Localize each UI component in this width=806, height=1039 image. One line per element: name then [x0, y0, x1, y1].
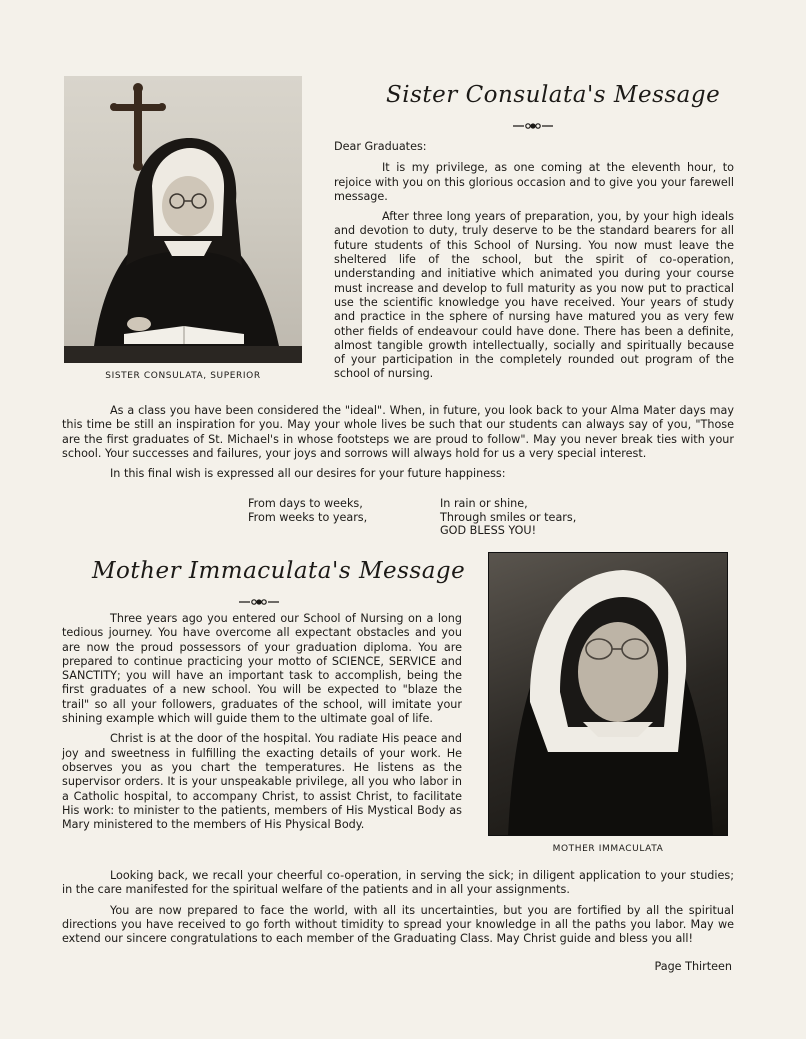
section1-paragraph-4: In this final wish is expressed all our desires for your future happiness:: [110, 467, 506, 481]
section1-full-text: [62, 404, 734, 481]
section1-paragraph-2: After three long years of preparation, you, by your high ideals and devotion to duty, truly deserve to be the standard bearers for all future students of this School of Nursing. You now must leave the sheltered life of the school, but the spirit of co-operation, understanding and initiative which animated you during your course must increase and develop to full maturity as you now put to practical use the scientific knowledge you have received. Your years of study and practice in the sphere of nursing have matured you as very few other fields of endeavour could have done. There has been a definite, almost tangible growth intellectually, socially and spiritually because of your participation in the completely rounded out program of the school of nursing.: [334, 210, 734, 381]
verse-line: In rain or shine,: [440, 497, 528, 510]
section1-paragraph-1: It is my privilege, as one coming at the eleventh hour, to rejoice with you on this glorious occasion and to give you your farewell message.: [334, 161, 734, 203]
photo2-caption: MOTHER IMMACULATA: [552, 844, 664, 854]
verse-line: Through smiles or tears,: [440, 510, 577, 524]
verse-right: [440, 497, 576, 538]
salutation: Dear Graduates:: [334, 140, 427, 153]
sister-consulata-portrait: [64, 76, 302, 363]
section2-paragraph-2: Christ is at the door of the hospital. You radiate His peace and joy and sweetness in fulfilling the exacting details of your work. He observes you as you chart the temperatures. He listens as the supervisor orders. It is your unspeakable privilege, all you who labor in a Catholic hospital, to accompany Christ, to assist Christ, to facilitate His work: to minister to the patients, members of His Mystical Body as Mary ministered to the members of His Physical Body.: [62, 732, 462, 832]
page-number: Page Thirteen: [654, 960, 732, 973]
verse-left: [248, 497, 367, 524]
section2-title: Mother Immaculata's Message: [92, 558, 466, 584]
verse-line: From weeks to years,: [248, 510, 368, 524]
section2-paragraph-1: Three years ago you entered our School of Nursing on a long tedious journey. You have overcome all expectant obstacles and you are now the proud possessors of your graduation diploma. You are prepared to continue practicing your motto of SCIENCE, SERVICE and SANCTITY; you will have an important task to accomplish, being the first graduates of a new school. You will be expected to "blaze the trail" so all your followers, graduates of the school, will imitate your shining example which will guide them to the ultimate goal of life.: [62, 612, 462, 726]
section2-paragraph-3: Looking back, we recall your cheerful co-operation, in serving the sick; in diligent application to your studies; in the care manifested for the spiritual welfare of the patients and in all your assignments.: [62, 869, 734, 897]
ornament-divider-icon: [512, 121, 554, 131]
section1-title: Sister Consulata's Message: [386, 82, 721, 108]
section2-paragraph-4: You are now prepared to face the world, with all its uncertainties, but you are fortified by all the spiritual directions you have received to go forth without timidity to spread your knowledge in all the paths you labor. May we extend our sincere congratulations to each member of the Graduating Class. May Christ guide and bless you all!: [62, 903, 734, 946]
section2-column-text: [62, 612, 462, 832]
section1-paragraph-3: As a class you have been considered the "ideal". When, in future, you look back to your Alma Mater days may this time be still an inspiration for you. May your whole lives be such that our students can always say of you, "Those are the first graduates of St. Michael's in whose footsteps we are proud to follow". May you never break ties with your school. Your successes and failures, your joys and sorrows will always hold for us a very special interest.: [62, 404, 734, 460]
ornament-divider-icon: [238, 597, 280, 607]
photo1-caption: SISTER CONSULATA, SUPERIOR: [105, 371, 261, 381]
mother-immaculata-photo: [488, 552, 728, 836]
section1-column-text: [334, 140, 734, 382]
section2-full-text: [62, 869, 734, 946]
sister-consulata-photo: [64, 76, 302, 363]
verse-line: From days to weeks,: [248, 497, 363, 510]
verse-line: GOD BLESS YOU!: [440, 524, 537, 538]
mother-immaculata-portrait: [488, 552, 728, 836]
